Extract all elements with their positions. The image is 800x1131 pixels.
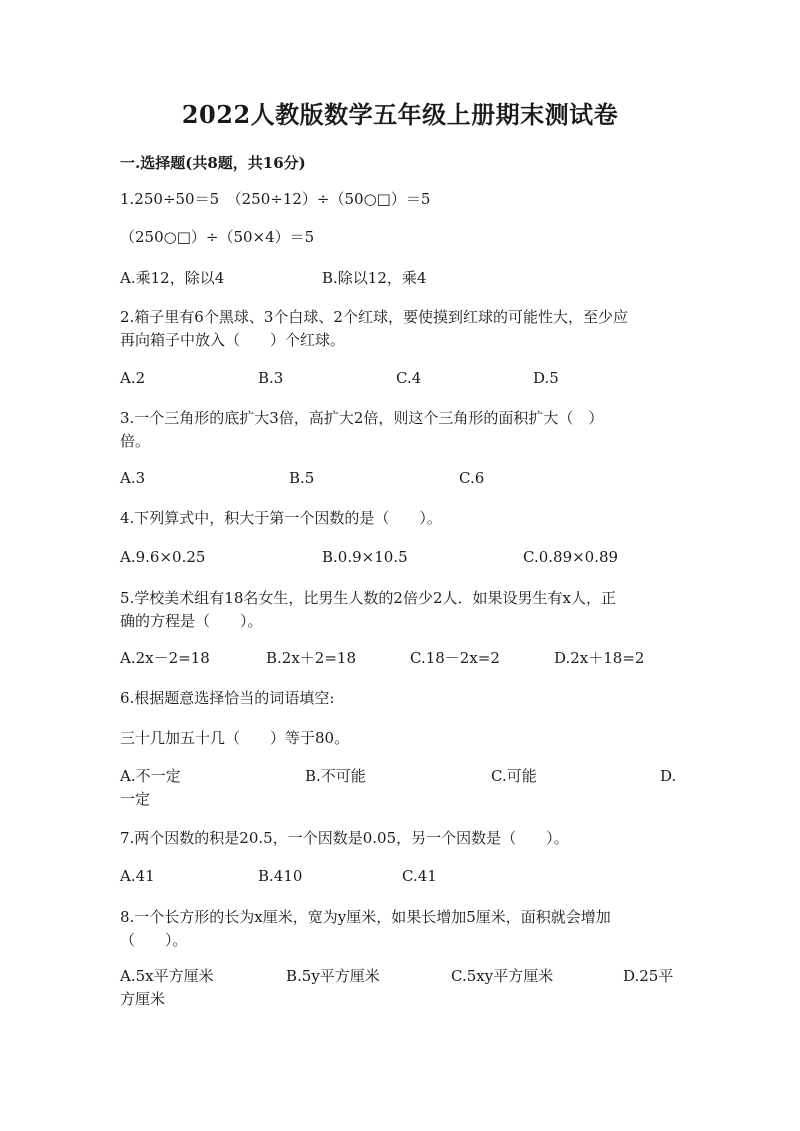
question-8-option-d-continued: 方厘米 [120, 990, 166, 1008]
question-2-option-a: A.2 [120, 369, 146, 387]
question-5-option-c: C.18－2x=2 [410, 649, 500, 667]
question-4-option-c: C.0.89×0.89 [523, 548, 619, 566]
question-6-option-a: A.不一定 [120, 767, 181, 785]
question-8-option-d: D.25平 [623, 967, 674, 985]
question-8-option-b: B.5y平方厘米 [286, 967, 380, 985]
question-7-option-c: C.41 [402, 867, 437, 885]
question-8-text: 8.一个长方形的长为x厘米，宽为y厘米，如果长增加5厘米，面积就会增加 [120, 908, 611, 926]
question-5-text: 5.学校美术组有18名女生，比男生人数的2倍少2人．如果设男生有x人，正 [120, 589, 616, 607]
question-1-option-b: B.除以12，乘4 [322, 269, 427, 287]
question-2-text: 2.箱子里有6个黑球、3个白球、2个红球，要使摸到红球的可能性大，至少应 [120, 308, 628, 326]
question-6-text: 6.根据题意选择恰当的词语填空: [120, 689, 335, 707]
question-1-text: （250○□）÷（50×4）＝5 [120, 228, 315, 246]
question-8-option-c: C.5xy平方厘米 [451, 967, 554, 985]
question-5-option-a: A.2x－2=18 [120, 649, 210, 667]
question-1-text: 1.250÷50＝5 （250÷12）÷（50○□）＝5 [120, 190, 431, 208]
question-3-option-c: C.6 [459, 469, 485, 487]
question-6-option-d-continued: 一定 [120, 790, 151, 808]
question-6-text: 三十几加五十几（ ）等于80。 [120, 729, 350, 747]
question-1-option-a: A.乘12，除以4 [120, 269, 225, 287]
question-6-option-c: C.可能 [491, 767, 537, 785]
question-5-text: 确的方程是（ ）。 [120, 612, 263, 630]
question-5-option-d: D.2x＋18=2 [554, 649, 645, 667]
question-6-option-d: D. [660, 767, 677, 785]
page-title: 2022人教版数学五年级上册期末测试卷 [181, 100, 619, 129]
question-7-option-b: B.410 [258, 867, 303, 885]
question-6-option-b: B.不可能 [305, 767, 366, 785]
question-5-option-b: B.2x＋2=18 [266, 649, 356, 667]
question-2-option-b: B.3 [258, 369, 284, 387]
question-4-option-a: A.9.6×0.25 [120, 548, 206, 566]
question-3-text: 3.一个三角形的底扩大3倍，高扩大2倍，则这个三角形的面积扩大（ ） [120, 409, 604, 427]
question-8-text: （ ）。 [120, 931, 188, 949]
question-4-option-b: B.0.9×10.5 [322, 548, 408, 566]
question-2-option-c: C.4 [396, 369, 422, 387]
question-2-text: 再向箱子中放入（ ）个红球。 [120, 331, 346, 349]
question-2-option-d: D.5 [533, 369, 559, 387]
question-7-text: 7.两个因数的积是20.5，一个因数是0.05，另一个因数是（ ）。 [120, 829, 569, 847]
question-3-option-a: A.3 [120, 469, 146, 487]
question-3-option-b: B.5 [289, 469, 315, 487]
question-7-option-a: A.41 [120, 867, 155, 885]
question-3-text: 倍。 [120, 432, 151, 450]
question-4-text: 4.下列算式中，积大于第一个因数的是（ ）。 [120, 509, 442, 527]
section-heading: 一.选择题(共8题，共16分) [120, 154, 306, 172]
question-8-option-a: A.5x平方厘米 [120, 967, 214, 985]
